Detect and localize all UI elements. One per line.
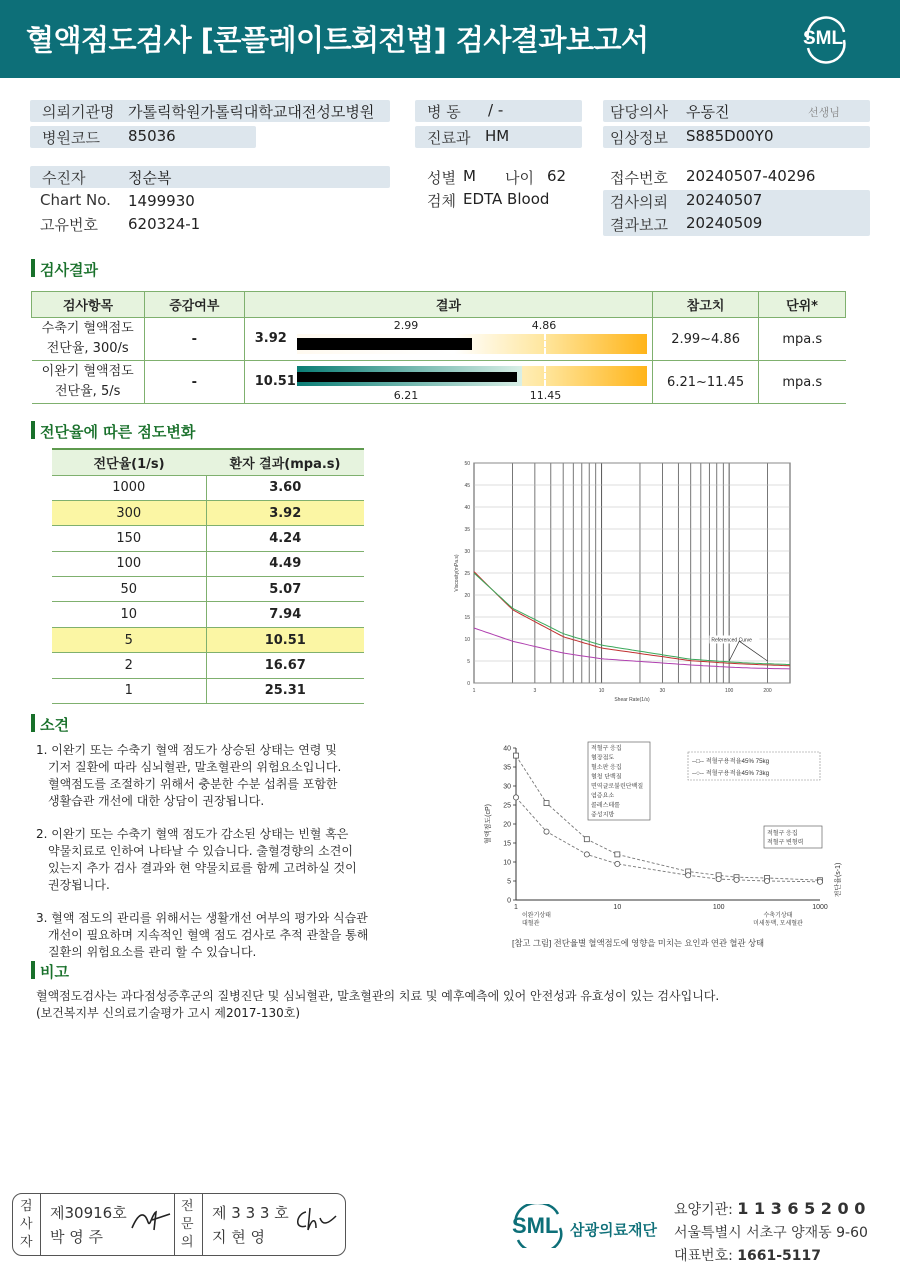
chart2-xtick-label: 100	[712, 904, 725, 911]
chart2-ytick-label: 20	[503, 821, 511, 829]
unique-no-label: 고유번호	[40, 216, 98, 234]
shear-section-title: 전단율에 따른 점도변화	[40, 423, 196, 441]
result-gauge-ref-mark	[544, 366, 546, 386]
chart2-factor-label: 콜레스테롤	[591, 803, 620, 809]
opinion-line: 1. 이완기 또는 수축기 혈액 점도가 상승된 상태는 연령 및	[36, 743, 337, 757]
requested-value: 20240507	[686, 191, 763, 209]
chart2-point-square	[514, 753, 519, 758]
inspector-name: 박 영 주	[50, 1228, 104, 1246]
result-ref-high-label: 4.86	[531, 319, 557, 332]
chart1-ylabel: Viscosity(mPa.s)	[454, 554, 460, 592]
opinion-line: 있는지 추가 검사 결과와 현 약물치료를 함께 고려하실 것이	[48, 861, 357, 875]
result-row-diastolic	[32, 361, 846, 404]
results-table	[31, 291, 846, 404]
chart1-ytick-label: 40	[464, 505, 470, 511]
chart2-point-square	[584, 837, 589, 842]
reference-figure-chart	[480, 738, 850, 958]
result-gauge-ref-mark	[544, 334, 546, 354]
chart1-ytick-label: 30	[464, 549, 470, 555]
chart2-ytick-label: 5	[507, 878, 511, 886]
patient-value: 정순복	[128, 169, 172, 187]
remarks-line-1: 혈액점도검사는 과다점성증후군의 질병진단 및 심뇌혈관, 말초혈관의 치료 및 예후예측에 있어 안전성과 유효성이 있는 검사입니다.	[36, 989, 720, 1003]
results-header-item: 검사항목	[32, 292, 145, 318]
sml-footer-logo-text: SML	[512, 1213, 559, 1238]
opinion-line: 약물치료로 인하여 나타날 수 있습니다. 출혈경향의 소견이	[48, 844, 353, 858]
receipt-no-value: 20240507-40296	[686, 167, 816, 185]
opinion-paragraph-3	[36, 910, 368, 961]
shear-row	[52, 475, 364, 500]
result-ref-low-label: 6.21	[393, 389, 419, 402]
requested-label: 검사의뢰	[610, 193, 668, 211]
chart2-x-left-note: 이완기상태	[522, 913, 551, 919]
doctor-label: 담당의사	[610, 103, 668, 121]
result-unit: mpa.s	[759, 318, 846, 361]
chart2-caption: [참고 그림] 전단율별 혈액점도에 영향을 미치는 요인과 연관 혈관 상태	[512, 938, 765, 948]
specialist-no: 제 3 3 3 호	[212, 1204, 289, 1222]
institution-label: 의뢰기관명	[42, 103, 115, 121]
opinion-section-title: 소견	[40, 716, 69, 734]
result-ref: 6.21~11.45	[653, 361, 759, 404]
chart2-point-circle	[513, 795, 518, 800]
shear-rate: 50	[52, 577, 206, 602]
result-item-line1: 이완기 혈액점도	[41, 364, 134, 379]
chart1-ytick-label: 45	[464, 483, 470, 489]
result-gauge-fill	[297, 338, 472, 350]
care-no-row	[674, 1199, 865, 1219]
reported-value: 20240509	[686, 214, 763, 232]
chart2-ytick-label: 25	[503, 802, 511, 810]
results-header-unit: 단위*	[759, 292, 846, 318]
shear-row	[52, 602, 364, 627]
phone-label: 대표번호:	[674, 1248, 733, 1264]
phone-row	[674, 1245, 821, 1265]
phone-value: 1661-5117	[737, 1248, 822, 1264]
chart2-factor-label: 중성지방	[591, 812, 615, 819]
chart2-factor-label: 면역글로불린단백질	[591, 784, 644, 790]
shear-rate: 5	[52, 627, 206, 652]
opinion-section-marker	[31, 714, 35, 732]
chart1-xtick-label: 1	[472, 688, 476, 694]
chart2-point-circle	[817, 879, 822, 884]
shear-rate: 10	[52, 602, 206, 627]
results-section-marker	[31, 259, 35, 277]
shear-row	[52, 653, 364, 678]
opinion-line: 개선이 필요하며 지속적인 혈액 점도 검사로 추적 관찰을 통해	[48, 928, 369, 942]
chart2-right-note: 적혈구 응집	[767, 831, 798, 837]
remarks-section-title: 비고	[40, 963, 69, 981]
result-item-line1: 수축기 혈액점도	[41, 321, 134, 336]
doctor-value: 우동진	[686, 103, 730, 121]
result-item	[32, 361, 145, 404]
specialist-label	[181, 1198, 194, 1252]
shear-row	[52, 500, 364, 525]
sml-footer-logo	[508, 1204, 568, 1248]
result-gauge-fill	[297, 372, 518, 382]
result-value: 3.92	[254, 331, 287, 346]
opinion-line: 생활습관 개선에 대한 상담이 권장됩니다.	[48, 794, 265, 808]
clinical-info-label: 임상정보	[610, 129, 668, 147]
result-change: -	[144, 361, 244, 404]
result-ref: 2.99~4.86	[653, 318, 759, 361]
signature-divider-2	[174, 1193, 175, 1256]
shear-result: 16.67	[206, 653, 364, 678]
chart2-ytick-label: 30	[503, 783, 511, 791]
department-label: 진료과	[427, 129, 471, 147]
chart-no-label: Chart No.	[40, 191, 111, 209]
hospital-code-label: 병원코드	[42, 129, 100, 147]
shear-row	[52, 577, 364, 602]
chart2-factor-label: 혈청 단백질	[591, 774, 622, 781]
shear-rate: 100	[52, 551, 206, 576]
specialist-name: 지 현 영	[212, 1228, 266, 1246]
chart2-legend-entry: --□-- 적혈구용적율45% 75kg	[692, 758, 770, 765]
chart2-point-square	[615, 852, 620, 857]
shear-result: 4.24	[206, 526, 364, 551]
chart2-ylabel-right: 전단율(s-1)	[835, 862, 842, 898]
inspector-label-char: 검	[20, 1199, 33, 1214]
inspector-no: 제30916호	[50, 1204, 127, 1222]
shear-table	[52, 448, 364, 704]
chart2-xtick-label: 1000	[812, 904, 828, 911]
specialist-signature	[292, 1204, 340, 1234]
inspector-signature	[128, 1204, 172, 1234]
results-header-ref: 참고치	[653, 292, 759, 318]
result-value-cell	[244, 361, 652, 404]
sml-logo	[800, 14, 852, 66]
chart1-ytick-label: 5	[467, 659, 470, 665]
chart1-ytick-label: 20	[464, 593, 470, 599]
chart1-xtick-label: 200	[763, 688, 772, 694]
opinion-line: 질환의 위험요소를 관리 할 수 있습니다.	[48, 945, 257, 959]
result-item-line2: 전단율, 300/s	[46, 341, 129, 356]
shear-header-rate: 전단율(1/s)	[52, 449, 206, 475]
chart2-point-circle	[584, 852, 589, 857]
age-value: 62	[547, 167, 567, 185]
result-unit: mpa.s	[759, 361, 846, 404]
chart2-point-circle	[615, 861, 620, 866]
chart1-xtick-label: 100	[724, 688, 734, 694]
results-header-result: 결과	[244, 292, 652, 318]
result-item	[32, 318, 145, 361]
doctor-suffix: 선생님	[808, 106, 840, 119]
opinion-paragraph-2	[36, 826, 368, 894]
shear-row	[52, 678, 364, 703]
shear-rate: 1000	[52, 475, 206, 500]
chart2-ytick-label: 10	[503, 859, 511, 867]
sex-label: 성별	[427, 169, 456, 187]
shear-rate: 1	[52, 678, 206, 703]
chart2-point-square	[544, 801, 549, 806]
chart2-right-note: 적혈구 변형력	[767, 840, 804, 846]
chart1-ytick-label: 15	[464, 615, 470, 621]
result-change: -	[144, 318, 244, 361]
chart2-legend-entry: --○-- 적혈구용적율45% 73kg	[692, 770, 770, 777]
shear-result: 3.92	[206, 500, 364, 525]
institution-value: 가톨릭학원가톨릭대학교대전성모병원	[128, 103, 375, 121]
chart2-ytick-label: 0	[507, 897, 511, 905]
shear-rate: 150	[52, 526, 206, 551]
specimen-label: 검체	[427, 192, 456, 210]
care-no-value: 1 1 3 6 5 2 0 0	[737, 1199, 866, 1218]
result-ref-high-label: 11.45	[529, 389, 562, 402]
chart1-xtick-label: 10	[598, 688, 605, 694]
ward-label: 병 동	[427, 103, 461, 121]
chart2-ytick-label: 35	[503, 764, 511, 772]
signature-divider-1	[40, 1193, 41, 1256]
chart2-point-circle	[764, 878, 769, 883]
inspector-label-char: 자	[20, 1235, 33, 1250]
chart1-xlabel: Shear Rate(1/s)	[614, 697, 650, 703]
remarks-line-2: (보건복지부 신의료기술평가 고시 제2017-130호)	[36, 1006, 301, 1020]
hospital-code-value: 85036	[128, 127, 176, 145]
results-section-title: 검사결과	[40, 261, 98, 279]
shear-result: 4.49	[206, 551, 364, 576]
specialist-label-char: 전	[181, 1199, 194, 1214]
chart2-point-circle	[544, 829, 549, 834]
opinion-text	[36, 742, 368, 961]
opinion-paragraph-1	[36, 742, 368, 810]
shear-header-result: 환자 결과(mpa.s)	[206, 449, 364, 475]
shear-result: 10.51	[206, 627, 364, 652]
inspector-label-char: 사	[20, 1217, 33, 1232]
sex-value: M	[463, 167, 476, 185]
shear-row	[52, 551, 364, 576]
shear-result: 25.31	[206, 678, 364, 703]
chart2-point-circle	[734, 877, 739, 882]
chart2-ylabel: 혈액점도(cP)	[485, 804, 492, 844]
result-value-cell	[244, 318, 652, 361]
receipt-no-label: 접수번호	[610, 169, 668, 187]
age-label: 나이	[505, 169, 534, 187]
shear-row	[52, 627, 364, 652]
result-gauge	[297, 366, 647, 386]
chart1-ytick-label: 35	[464, 527, 470, 533]
chart2-point-circle	[716, 877, 721, 882]
result-item-line2: 전단율, 5/s	[55, 384, 121, 399]
result-gauge	[297, 334, 647, 354]
department-value: HM	[485, 127, 510, 145]
report-title: 혈액점도검사 [콘플레이트회전법] 검사결과보고서	[26, 23, 649, 57]
inspector-label	[20, 1198, 33, 1252]
specimen-value: EDTA Blood	[463, 190, 550, 208]
chart1-xtick-label: 30	[659, 688, 666, 694]
reported-label: 결과보고	[610, 216, 668, 234]
chart2-factor-label: 혈소판 응집	[591, 765, 622, 771]
chart2-x-left-note: 대혈관	[522, 921, 540, 927]
chart2-factor-label: 염증요소	[591, 793, 615, 800]
chart1-ytick-label: 10	[464, 637, 470, 643]
shear-rate: 2	[52, 653, 206, 678]
chart2-x-right-note: 미세동맥, 모세혈관	[753, 921, 803, 927]
chart2-factor-label: 적혈구 응집	[591, 746, 622, 752]
opinion-line: 2. 이완기 또는 수축기 혈액 점도가 감소된 상태는 빈혈 혹은	[36, 827, 349, 841]
signature-divider-3	[202, 1193, 203, 1256]
specialist-label-char: 문	[181, 1217, 194, 1232]
opinion-line: 혈액점도를 조절하기 위해서 충분한 수분 섭취를 포함한	[48, 777, 338, 791]
shear-result: 3.60	[206, 475, 364, 500]
chart1-ytick-label: 50	[464, 461, 470, 467]
care-no-label: 요양기관:	[674, 1202, 733, 1218]
chart1-ytick-label: 0	[467, 681, 470, 687]
chart1-xtick-label: 3	[533, 688, 537, 694]
shear-row	[52, 526, 364, 551]
shear-result: 7.94	[206, 602, 364, 627]
chart2-xtick-label: 10	[613, 904, 622, 911]
chart2-ytick-label: 40	[503, 745, 511, 753]
ward-value: / -	[488, 101, 504, 119]
specialist-label-char: 의	[181, 1235, 194, 1250]
patient-label: 수진자	[42, 169, 86, 187]
chart1-ytick-label: 25	[464, 571, 470, 577]
sml-logo-text: SML	[803, 28, 844, 49]
opinion-line: 권장됩니다.	[48, 878, 110, 892]
chart2-point-circle	[686, 873, 691, 878]
result-value: 10.51	[254, 374, 296, 389]
chart2-x-right-note: 수축기상태	[763, 913, 793, 919]
chart1-annotation: Referenced Curve	[711, 637, 752, 644]
opinion-line: 기저 질환에 따라 심뇌혈관, 말초혈관의 위험요소입니다.	[48, 760, 342, 774]
chart2-factor-label: 혈장점도	[591, 755, 615, 762]
chart2-ytick-label: 15	[503, 840, 511, 848]
shear-rate: 300	[52, 500, 206, 525]
shear-result: 5.07	[206, 577, 364, 602]
unique-no-value: 620324-1	[128, 215, 201, 233]
remarks-section-marker	[31, 961, 35, 979]
org-name: 삼광의료재단	[570, 1221, 657, 1239]
result-ref-low-label: 2.99	[393, 319, 419, 332]
shear-section-marker	[31, 421, 35, 439]
viscosity-curve-chart	[452, 455, 800, 705]
results-header-change: 증감여부	[144, 292, 244, 318]
clinical-info-value: S885D00Y0	[686, 127, 774, 145]
opinion-line: 3. 혈액 점도의 관리를 위해서는 생활개선 여부의 평가와 식습관	[36, 911, 368, 925]
result-row-systolic	[32, 318, 846, 361]
chart-no-value: 1499930	[128, 192, 195, 210]
chart2-xtick-label: 1	[514, 904, 518, 911]
org-address: 서울특별시 서초구 양재동 9-60	[674, 1225, 868, 1241]
